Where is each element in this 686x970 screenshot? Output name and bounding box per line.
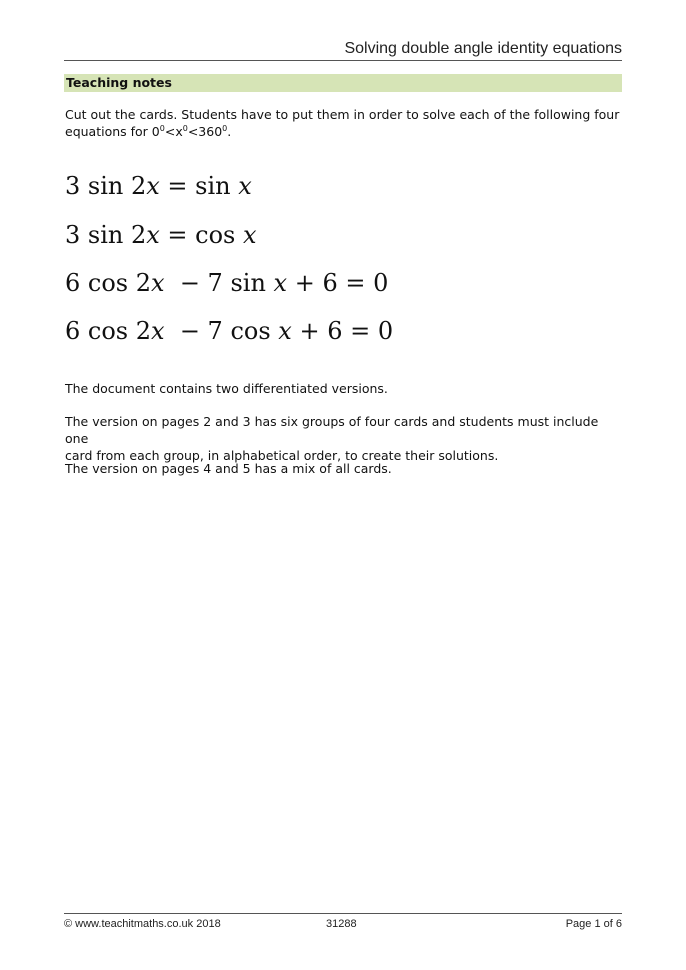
eq1-var-2: x [238, 172, 252, 200]
eq4-part-a: 6 cos 2 [65, 317, 152, 345]
document-title: Solving double angle identity equations [344, 40, 622, 57]
eq2-var-2: x [243, 221, 257, 249]
section-header-bar [64, 74, 622, 92]
eq2-var-1: x [146, 221, 160, 249]
eq3-part-e: + 6 = 0 [287, 269, 389, 297]
equation-1 [65, 172, 252, 200]
section-title: Teaching notes [66, 75, 172, 90]
notes-paragraph-3: The version on pages 4 and 5 has a mix of all cards. [65, 461, 392, 476]
degree-sup-1: 0 [159, 123, 165, 133]
eq4-var-2: x [278, 317, 292, 345]
equation-4 [65, 317, 393, 345]
intro-line-2-prefix: equations for 0 [65, 124, 160, 139]
notes-p2-line-1: The version on pages 2 and 3 has six groups of four cards and students must include one [65, 414, 599, 446]
notes-paragraph-2 [65, 413, 625, 464]
header-divider [64, 60, 622, 61]
eq3-var-1: x [151, 269, 165, 297]
eq4-part-c: − 7 cos [164, 317, 279, 345]
footer-divider [64, 913, 622, 914]
eq4-var-1: x [151, 317, 165, 345]
eq3-part-a: 6 cos 2 [65, 269, 152, 297]
eq3-part-c: − 7 sin [164, 269, 274, 297]
eq3-var-2: x [273, 269, 288, 297]
notes-p2-line-2: card from each group, in alphabetical order, to create their solutions. [65, 448, 499, 463]
footer-copyright: © www.teachitmaths.co.uk 2018 [64, 918, 221, 930]
eq4-part-e: + 6 = 0 [291, 317, 394, 345]
intro-line-2-mid1: <x [164, 124, 183, 139]
eq1-part-a: 3 sin 2 [65, 172, 147, 200]
footer-resource-code: 31288 [326, 918, 357, 930]
notes-paragraph-1: The document contains two differentiated versions. [65, 381, 388, 396]
intro-paragraph [65, 106, 625, 140]
eq2-part-c: = cos [159, 221, 243, 249]
equation-2 [65, 221, 257, 249]
equation-3 [65, 269, 388, 297]
eq1-var-1: x [146, 172, 160, 200]
footer-page-number: Page 1 of 6 [565, 918, 622, 930]
intro-line-1: Cut out the cards. Students have to put them in order to solve each of the following four [65, 107, 620, 122]
degree-sup-3: 0 [222, 123, 228, 133]
eq2-part-a: 3 sin 2 [65, 221, 147, 249]
intro-line-2-end: . [227, 124, 232, 139]
degree-sup-2: 0 [182, 123, 188, 133]
intro-line-2-mid2: <360 [187, 124, 223, 139]
eq1-part-c: = sin [159, 172, 239, 200]
